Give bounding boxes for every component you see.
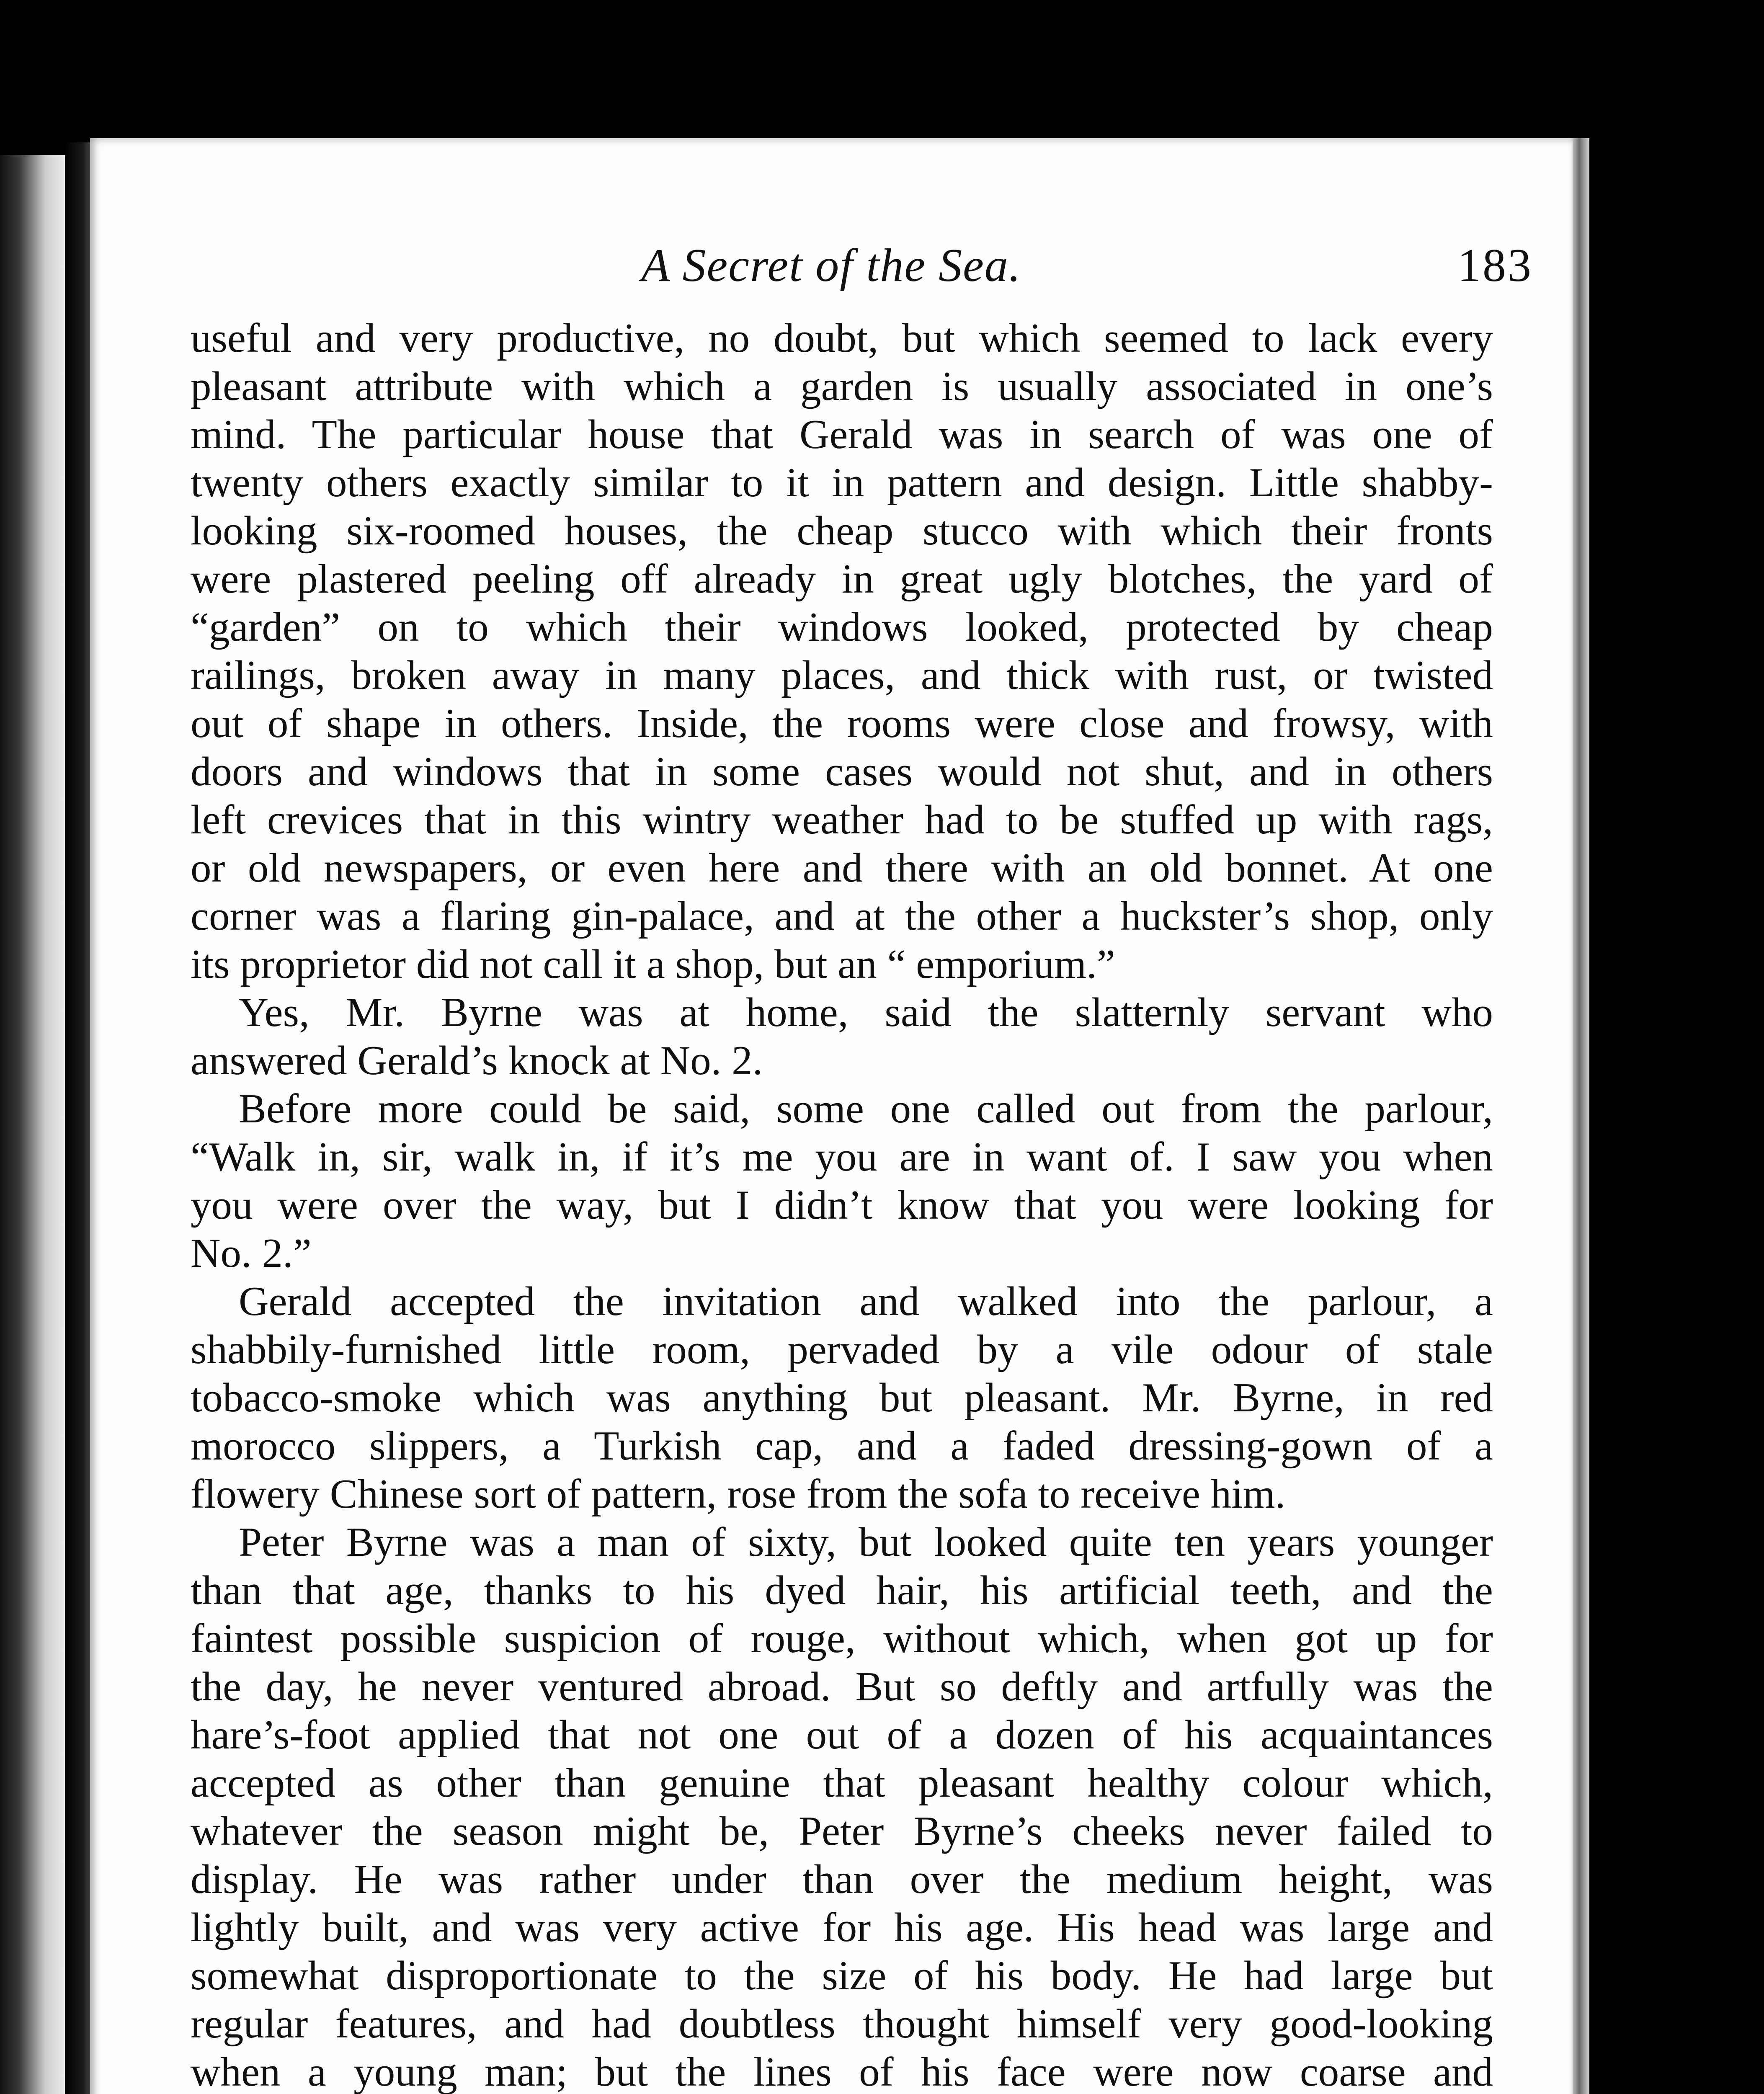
text-line: Before more could be said, some one called out from the parlour,: [239, 1086, 1493, 1132]
text-line: shabbily-furnished little room, pervaded by a vile odour of stale: [191, 1327, 1493, 1372]
text-line: corner was a flaring gin-palace, and at the other a huckster’s shop, only: [191, 893, 1493, 939]
text-line: looking six-roomed houses, the cheap stucco with which their fronts: [191, 508, 1493, 554]
text-line: doors and windows that in some cases would not shut, and in others: [191, 749, 1493, 794]
text-line: Peter Byrne was a man of sixty, but looked quite ten years younger: [239, 1519, 1493, 1565]
text-line: twenty others exactly similar to it in pattern and design. Little shabby-: [191, 460, 1493, 505]
text-line: the day, he never ventured abroad. But so deftly and artfully was the: [191, 1664, 1493, 1710]
text-line: display. He was rather under than over the medium height, was: [191, 1857, 1493, 1902]
text-line: Yes, Mr. Byrne was at home, said the slatternly servant who: [239, 990, 1493, 1035]
text-line: than that age, thanks to his dyed hair, his artificial teeth, and the: [191, 1568, 1493, 1613]
text-line: flowery Chinese sort of pattern, rose from the sofa to receive him.: [191, 1471, 1286, 1517]
text-line: its proprietor did not call it a shop, but an “ emporium.”: [191, 941, 1115, 987]
text-line: or old newspapers, or even here and there with an old bonnet. At one: [191, 845, 1493, 891]
text-line: out of shape in others. Inside, the rooms were close and frowsy, with: [191, 701, 1493, 746]
text-line: No. 2.”: [191, 1230, 312, 1276]
page-right-edge: [1573, 138, 1589, 2094]
running-title: A Secret of the Sea.: [641, 240, 1021, 291]
text-line: morocco slippers, a Turkish cap, and a faded dressing-gown of a: [191, 1423, 1493, 1469]
text-line: pleasant attribute with which a garden is usually associated in one’s: [191, 364, 1493, 409]
text-line: when a young man; but the lines of his face were now coarse and: [191, 2049, 1493, 2094]
text-line: left crevices that in this wintry weather had to be stuffed up with rags,: [191, 797, 1493, 843]
body-text: [191, 314, 1493, 2094]
text-line: mind. The particular house that Gerald was in search of was one of: [191, 412, 1493, 457]
text-line: faintest possible suspicion of rouge, without which, when got up for: [191, 1616, 1493, 1661]
text-line: “Walk in, sir, walk in, if it’s me you are in want of. I saw you when: [191, 1134, 1493, 1180]
adjacent-page-edge: [0, 155, 65, 2094]
text-line: you were over the way, but I didn’t know that you were looking for: [191, 1182, 1493, 1228]
text-line: railings, broken away in many places, and thick with rust, or twisted: [191, 652, 1493, 698]
text-line: somewhat disproportionate to the size of his body. He had large but: [191, 1953, 1493, 1999]
page-number: 183: [1457, 240, 1533, 291]
text-line: useful and very productive, no doubt, but which seemed to lack every: [191, 315, 1493, 361]
text-line: “garden” on to which their windows looked, protected by cheap: [191, 604, 1493, 650]
book-page: [90, 138, 1573, 2094]
text-line: Gerald accepted the invitation and walked into the parlour, a: [239, 1279, 1493, 1324]
running-head: [90, 239, 1573, 306]
text-line: lightly built, and was very active for his age. His head was large and: [191, 1905, 1493, 1950]
text-line: accepted as other than genuine that pleasant healthy colour which,: [191, 1760, 1493, 1806]
text-line: regular features, and had doubtless thought himself very good-looking: [191, 2001, 1493, 2047]
text-line: whatever the season might be, Peter Byrne’s cheeks never failed to: [191, 1808, 1493, 1854]
text-line: were plastered peeling off already in great ugly blotches, the yard of: [191, 556, 1493, 602]
text-line: hare’s-foot applied that not one out of a dozen of his acquaintances: [191, 1712, 1493, 1758]
text-line: tobacco-smoke which was anything but pleasant. Mr. Byrne, in red: [191, 1375, 1493, 1421]
text-line: answered Gerald’s knock at No. 2.: [191, 1038, 763, 1083]
